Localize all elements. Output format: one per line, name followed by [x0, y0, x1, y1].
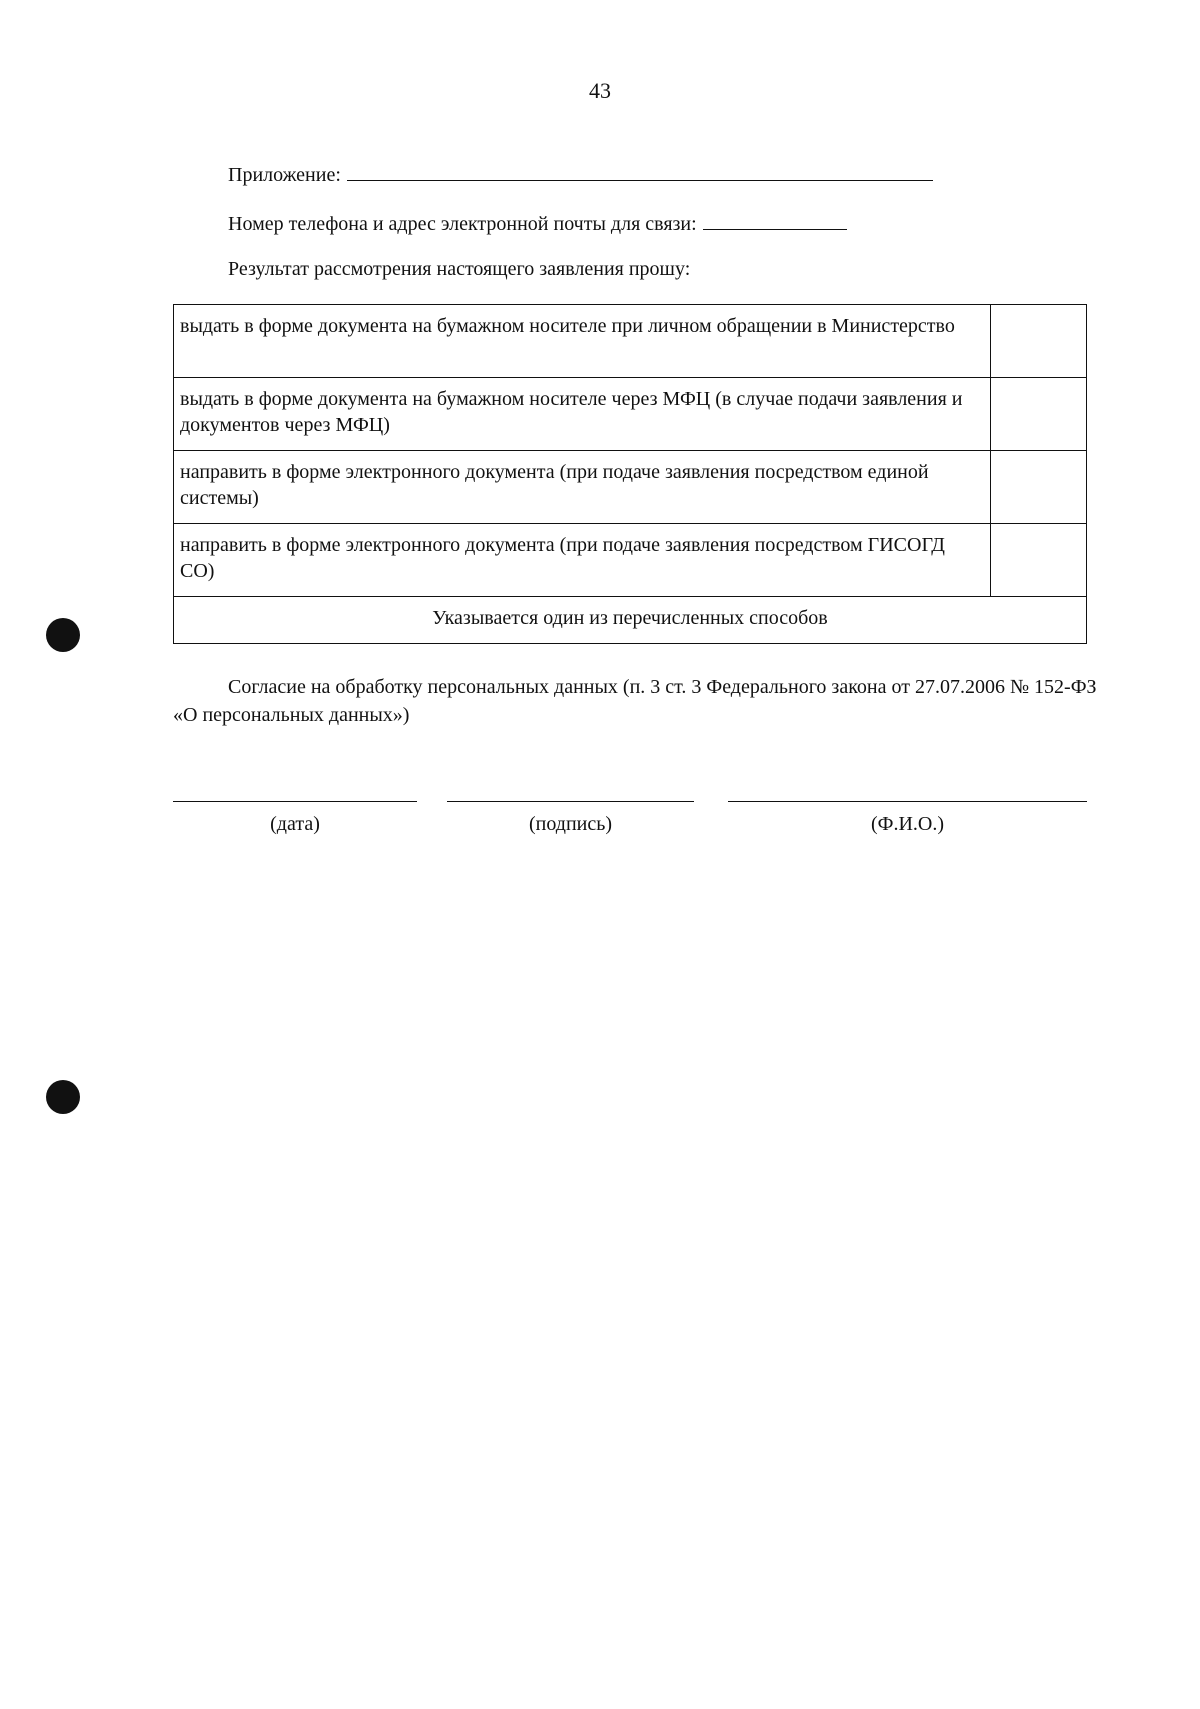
- option-checkbox-cell[interactable]: [990, 378, 1086, 451]
- consent-text: Согласие на обработку персональных данных (п. 3 ст. 3 Федерального закона от 27.07.2006 № 152-ФЗ «О персональных данных»): [173, 676, 1097, 726]
- date-label: (дата): [270, 813, 320, 835]
- date-signature-line[interactable]: [173, 800, 417, 802]
- option-text: выдать в форме документа на бумажном носителе при личном обращении в Министерство: [174, 305, 991, 378]
- option-checkbox-cell[interactable]: [990, 524, 1086, 597]
- page-number: 43: [589, 78, 611, 103]
- option-checkbox-cell[interactable]: [990, 451, 1086, 524]
- option-text: направить в форме электронного документа (при подаче заявления посредством ГИСОГД СО): [174, 524, 991, 597]
- table-row: [174, 305, 1087, 378]
- table-note: Указывается один из перечисленных способов: [174, 597, 1087, 644]
- option-text: направить в форме электронного документа (при подаче заявления посредством единой системы): [174, 451, 991, 524]
- full-name-label: (Ф.И.О.): [870, 813, 944, 835]
- option-text: выдать в форме документа на бумажном носителе через МФЦ (в случае подачи заявления и документов через МФЦ): [174, 378, 991, 451]
- attachment-blank-line[interactable]: [347, 160, 933, 181]
- signature-label: (подпись): [528, 813, 613, 835]
- table-row: [174, 451, 1087, 524]
- attachment-label: Приложение:: [228, 164, 341, 186]
- table-note-row: [174, 597, 1087, 644]
- signature-line[interactable]: [447, 800, 694, 802]
- delivery-options-table: [173, 304, 1087, 644]
- punch-hole-icon: [46, 1080, 80, 1114]
- contact-label: Номер телефона и адрес электронной почты для связи:: [228, 213, 697, 235]
- punch-hole-icon: [46, 618, 80, 652]
- full-name-line[interactable]: [728, 800, 1087, 802]
- option-checkbox-cell[interactable]: [990, 305, 1086, 378]
- table-row: [174, 524, 1087, 597]
- table-row: [174, 378, 1087, 451]
- contact-blank-line[interactable]: [703, 209, 847, 230]
- result-request-label: Результат рассмотрения настоящего заявления прошу:: [228, 258, 691, 280]
- contact-row: [228, 209, 847, 236]
- attachment-row: [228, 160, 933, 187]
